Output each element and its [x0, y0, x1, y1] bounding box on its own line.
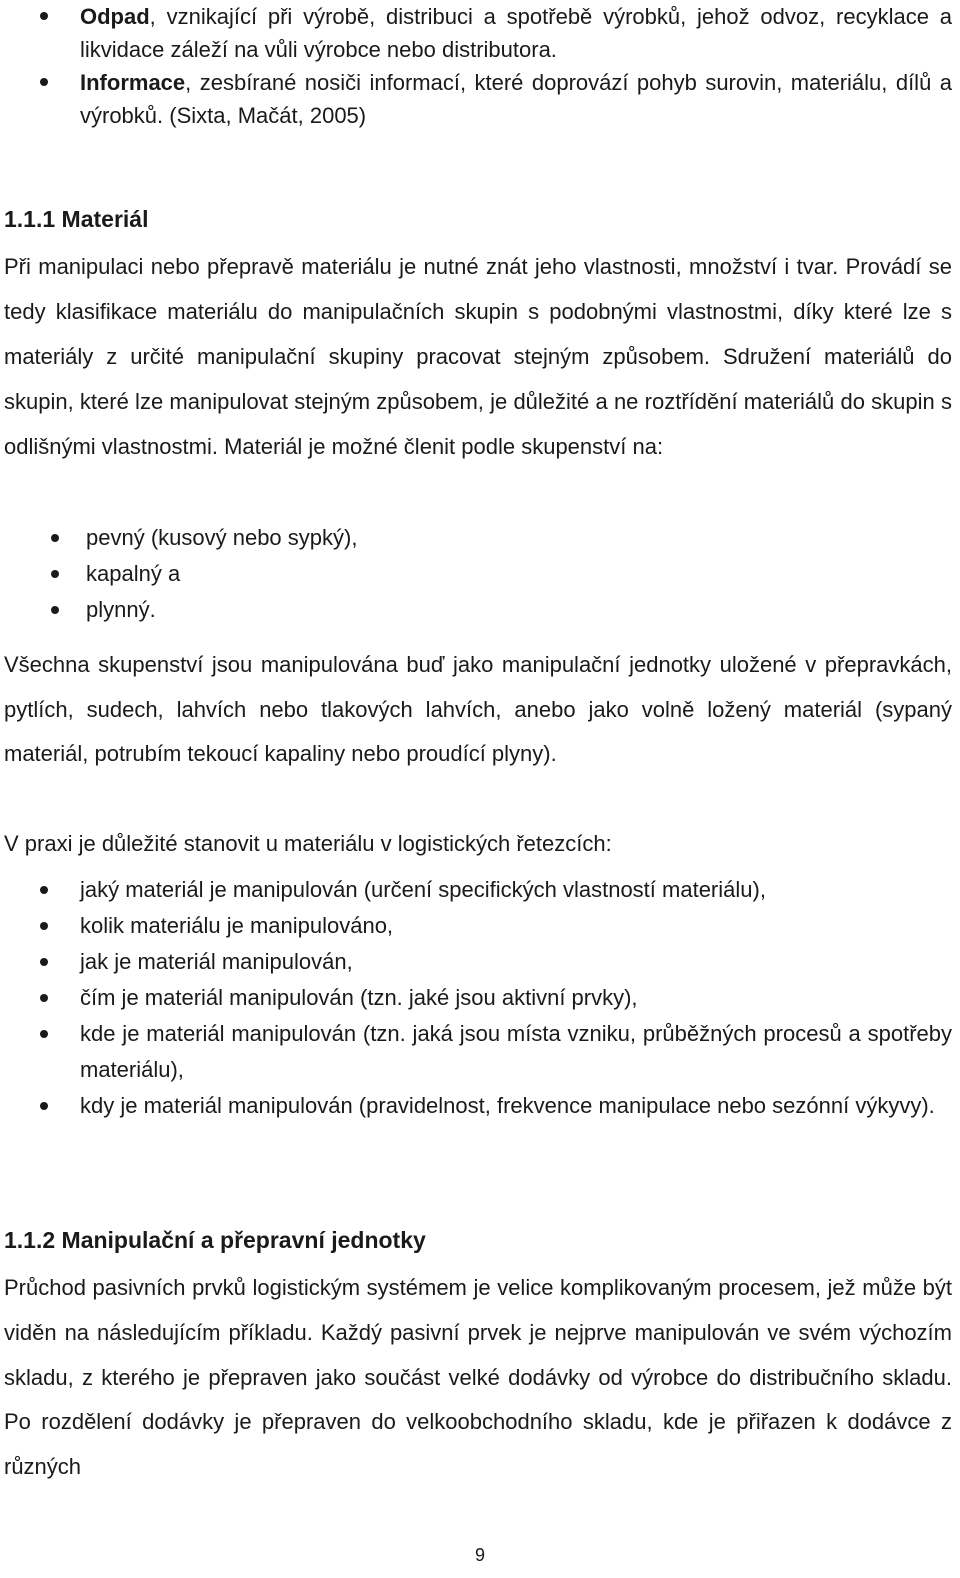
list-item-practice: jaký materiál je manipulován (určení specifických vlastností materiálu),: [80, 872, 952, 908]
bullet-text: , zesbírané nosiči informací, které doprovází pohyb surovin, materiálu, dílů a výrobků. (Sixta, Mačát, 2005): [80, 70, 952, 128]
list-item-practice: čím je materiál manipulován (tzn. jaké jsou aktivní prvky),: [80, 980, 952, 1016]
bullet-item-odpad: [80, 0, 952, 66]
list-item-state: pevný (kusový nebo sypký),: [86, 520, 686, 556]
list-item-state: kapalný a: [86, 556, 686, 592]
bullet-text: , vznikající při výrobě, distribuci a spotřebě výrobků, jehož odvoz, recyklace a likvidace záleží na vůli výrobce nebo distributora.: [80, 4, 952, 62]
paragraph-practice-intro: V praxi je důležité stanovit u materiálu v logistických řetezcích:: [4, 831, 612, 856]
list-item-practice: kde je materiál manipulován (tzn. jaká jsou místa vzniku, průběžných procesů a spotřeby materiálu),: [80, 1016, 952, 1088]
paragraph-units-intro: Průchod pasivních prvků logistickým systémem je velice komplikovaným procesem, jež může být viděn na následujícím příkladu. Každý pasivní prvek je nejprve manipulován ve svém výchozím skladu, z kterého je přepraven jako součást velké dodávky od výrobce do distribučního skladu. Po rozdělení dodávky je přepraven do velkoobchodního skladu, kde je přiřazen k dodávce z různých: [4, 1275, 952, 1480]
paragraph-states: Všechna skupenství jsou manipulována buď jako manipulační jednotky uložené v přepravkách, pytlích, sudech, lahvích nebo tlakových lahvích, anebo jako volně ložený materiál (sypaný materiál, potrubím tekoucí kapaliny nebo proudící plyny).: [4, 652, 952, 766]
list-item-practice: kolik materiálu je manipulováno,: [80, 908, 952, 944]
page-number: 9: [474, 1545, 485, 1565]
list-item-practice: kdy je materiál manipulován (pravidelnost, frekvence manipulace nebo sezónní výkyvy).: [80, 1088, 952, 1124]
bullet-term: Informace: [80, 70, 186, 95]
list-item-state: plynný.: [86, 592, 686, 628]
paragraph-material-intro: Při manipulaci nebo přepravě materiálu je nutné znát jeho vlastnosti, množství i tvar. Provádí se tedy klasifikace materiálu do manipulačních skupin s podobnými vlastnostmi, díky které lze s materiály z určité manipulační skupiny pracovat stejným způsobem. Sdružení materiálů do skupin, které lze manipulovat stejným způsobem, je důležité a ne roztřídění materiálů do skupin s odlišnými vlastnostmi. Materiál je možné členit podle skupenství na:: [4, 254, 952, 459]
bullet-term: Odpad: [80, 4, 150, 29]
list-item-practice: jak je materiál manipulován,: [80, 944, 952, 980]
bullet-item-informace: [80, 66, 952, 132]
section-heading-units: 1.1.2 Manipulační a přepravní jednotky: [4, 1227, 426, 1253]
section-heading-material: 1.1.1 Materiál: [4, 206, 149, 232]
